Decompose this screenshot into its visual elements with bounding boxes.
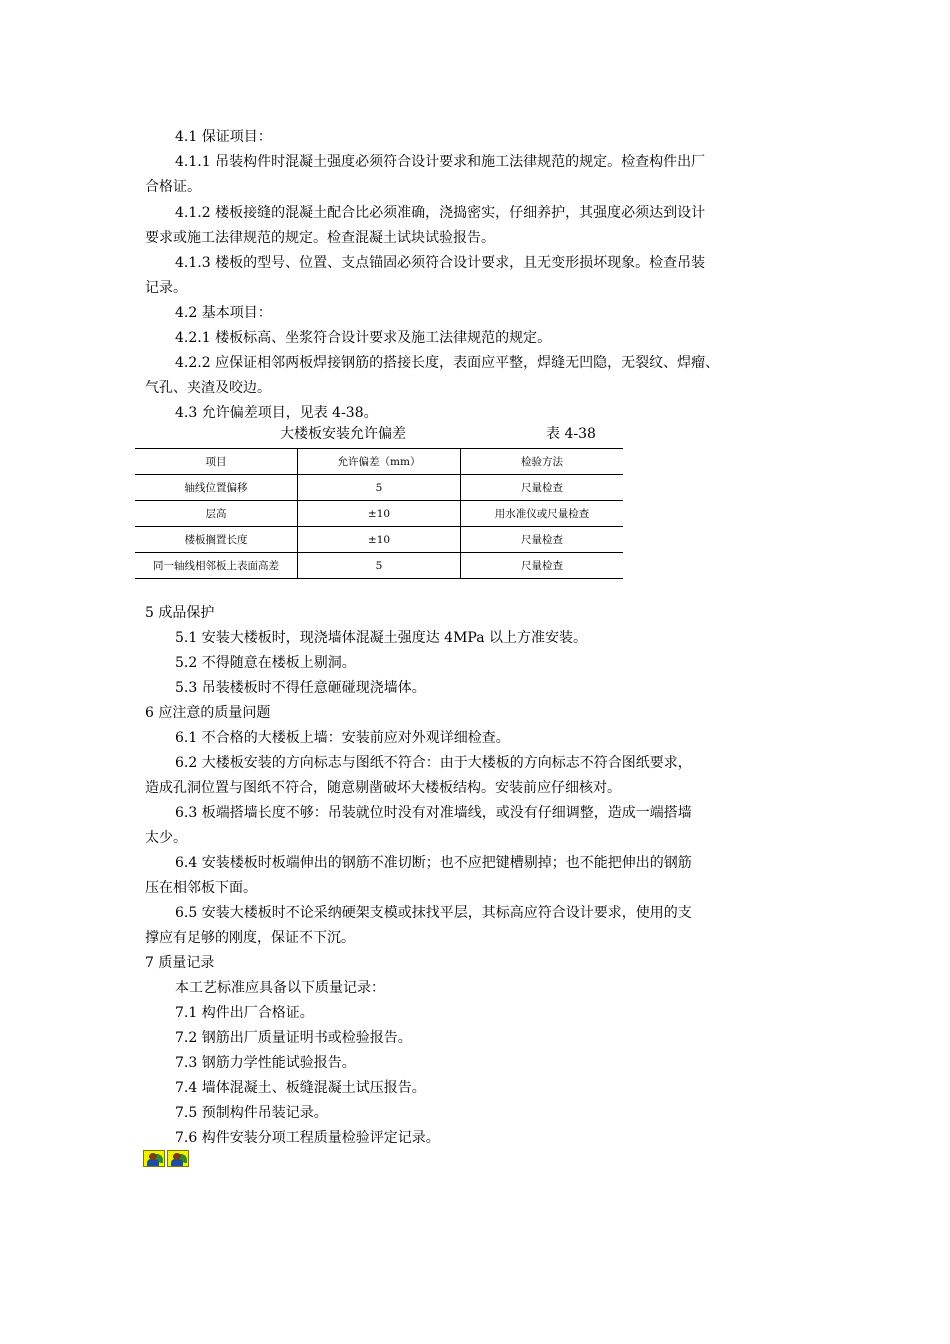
table-number: 表 4-38 xyxy=(546,426,596,442)
table-header-cell: 检验方法 xyxy=(461,449,624,475)
paragraph-7-1: 7.1 构件出厂合格证。 xyxy=(175,1005,314,1021)
paragraph-6-5: 6.5 安装大楼板时不论采纳硬架支模或抹找平层，其标高应符合设计要求，使用的支 xyxy=(175,905,692,921)
paragraph-5-2: 5.2 不得随意在楼板上剔洞。 xyxy=(175,655,356,671)
table-header-cell: 允许偏差（mm） xyxy=(298,449,461,475)
table-cell: 楼板搁置长度 xyxy=(135,527,298,553)
paragraph-5-1: 5.1 安装大楼板时，现浇墙体混凝土强度达 4MPa 以上方准安装。 xyxy=(175,630,587,646)
paragraph-4-1-3-cont: 记录。 xyxy=(145,280,187,296)
paragraph-7-4: 7.4 墙体混凝土、板缝混凝土试压报告。 xyxy=(175,1080,426,1096)
tolerance-table xyxy=(135,448,623,579)
table-cell: ±10 xyxy=(298,501,461,527)
paragraph-4-1-1: 4.1.1 吊装构件时混凝土强度必须符合设计要求和施工法律规范的规定。检查构件出厂 xyxy=(175,154,706,170)
paragraph-6-3: 6.3 板端搭墙长度不够：吊装就位时没有对准墙线，或没有仔细调整，造成一端搭墙 xyxy=(175,805,692,821)
table-cell: 轴线位置偏移 xyxy=(135,475,298,501)
paragraph-4-1-2-cont: 要求或施工法律规范的规定。检查混凝土试块试验报告。 xyxy=(145,230,495,246)
heading-4-1: 4.1 保证项目： xyxy=(175,129,272,145)
paragraph-4-2-2: 4.2.2 应保证相邻两板焊接钢筋的搭接长度，表面应平整，焊缝无凹隐，无裂纹、焊瘤、 xyxy=(175,355,720,371)
table-row xyxy=(135,475,623,501)
table-row xyxy=(135,553,623,579)
table-cell: 尺量检查 xyxy=(461,475,624,501)
table-row xyxy=(135,501,623,527)
footer-icons xyxy=(143,1150,189,1167)
paragraph-6-2-cont: 造成孔洞位置与图纸不符合，随意剔凿破坏大楼板结构。安装前应仔细核对。 xyxy=(145,780,621,796)
paragraph-6-4: 6.4 安装楼板时板端伸出的钢筋不准切断；也不应把键槽剔掉；也不能把伸出的钢筋 xyxy=(175,855,692,871)
person-icon[interactable] xyxy=(143,1150,165,1167)
table-row xyxy=(135,527,623,553)
paragraph-7-3: 7.3 钢筋力学性能试验报告。 xyxy=(175,1055,356,1071)
table-cell: 5 xyxy=(298,553,461,579)
person-icon[interactable] xyxy=(167,1150,189,1167)
table-cell: 层高 xyxy=(135,501,298,527)
paragraph-6-1: 6.1 不合格的大楼板上墙：安装前应对外观详细检查。 xyxy=(175,730,510,746)
heading-5: 5 成品保护 xyxy=(145,605,215,621)
paragraph-5-3: 5.3 吊装楼板时不得任意砸碰现浇墙体。 xyxy=(175,680,426,696)
paragraph-4-1-3: 4.1.3 楼板的型号、位置、支点锚固必须符合设计要求，且无变形损坏现象。检查吊装 xyxy=(175,255,706,271)
paragraph-6-3-cont: 太少。 xyxy=(145,830,187,846)
heading-6: 6 应注意的质量问题 xyxy=(145,705,271,721)
paragraph-4-1-1-cont: 合格证。 xyxy=(145,179,201,195)
paragraph-7-5: 7.5 预制构件吊装记录。 xyxy=(175,1105,328,1121)
paragraph-4-1-2: 4.1.2 楼板接缝的混凝土配合比必须准确，浇捣密实，仔细养护，其强度必须达到设计 xyxy=(175,205,706,221)
heading-4-2: 4.2 基本项目： xyxy=(175,305,272,321)
table-cell: 尺量检查 xyxy=(461,527,624,553)
paragraph-4-2-1: 4.2.1 楼板标高、坐浆符合设计要求及施工法律规范的规定。 xyxy=(175,330,552,346)
paragraph-7-2: 7.2 钢筋出厂质量证明书或检验报告。 xyxy=(175,1030,412,1046)
paragraph-7-6: 7.6 构件安装分项工程质量检验评定记录。 xyxy=(175,1130,440,1146)
table-cell: 尺量检查 xyxy=(461,553,624,579)
heading-7: 7 质量记录 xyxy=(145,955,215,971)
paragraph-6-2: 6.2 大楼板安装的方向标志与图纸不符合：由于大楼板的方向标志不符合图纸要求， xyxy=(175,755,692,771)
table-cell: ±10 xyxy=(298,527,461,553)
table-title: 大楼板安装允许偏差 xyxy=(280,426,406,442)
table-cell: 5 xyxy=(298,475,461,501)
table-cell: 同一轴线相邻板上表面高差 xyxy=(135,553,298,579)
paragraph-6-5-cont: 撑应有足够的刚度，保证不下沉。 xyxy=(145,930,355,946)
paragraph-7-intro: 本工艺标准应具备以下质量记录： xyxy=(175,980,385,996)
table-header-row xyxy=(135,449,623,475)
paragraph-6-4-cont: 压在相邻板下面。 xyxy=(145,880,257,896)
paragraph-4-2-2-cont: 气孔、夹渣及咬边。 xyxy=(145,380,271,396)
table-header-cell: 项目 xyxy=(135,449,298,475)
table-cell: 用水准仪或尺量检查 xyxy=(461,501,624,527)
heading-4-3: 4.3 允许偏差项目，见表 4-38。 xyxy=(175,405,378,421)
